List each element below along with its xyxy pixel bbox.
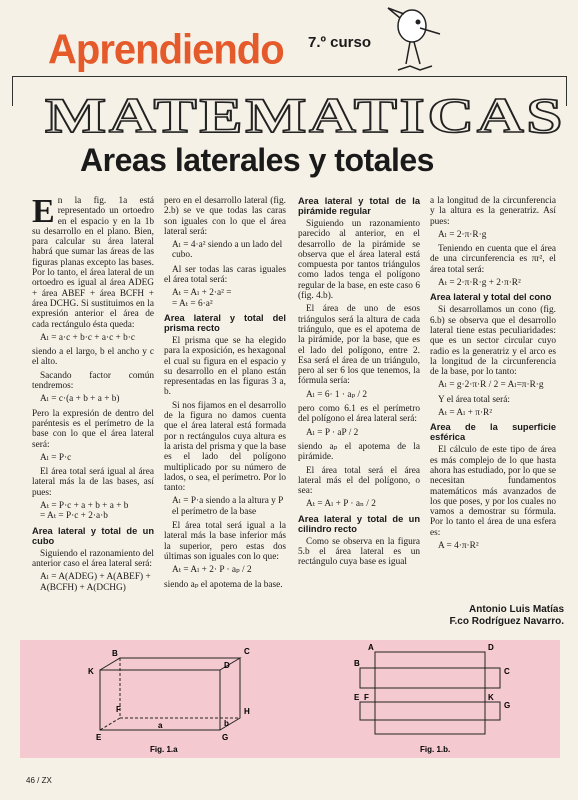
equation: Aₗ = c·(a + b + a + b): [40, 394, 120, 405]
paragraph: El área total será igual al área lateral más la de las bases, así pues:: [32, 467, 154, 498]
paragraph: Teniendo en cuenta que el área de una circunferencia es πr², el área total será:: [430, 244, 556, 275]
paragraph: pero en el desarrollo lateral (fig. 2.b) se ve que todas las caras son iguales con lo que el área lateral será:: [164, 196, 286, 237]
equation: Aₗ = 4·a² siendo a un lado del cubo.: [172, 240, 283, 261]
section-heading: Area lateral y total de un cilindro recto: [298, 513, 420, 534]
drop-cap: E: [32, 193, 55, 230]
subject-text: MATEMATICAS: [45, 92, 565, 138]
author-credit: [414, 604, 564, 628]
equation: Aₜ = P·c + a + b + a + b = Aₜ = P·c + 2·a·b: [40, 501, 129, 522]
equation: Aₗ = 6· 1 · aₚ / 2: [306, 389, 368, 400]
equation: Aₗ = A(ADEG) + A(ABEF) + A(BCFH) + A(DCHG): [40, 572, 151, 593]
vertex-label: D: [224, 661, 230, 670]
vertex-label: B: [112, 649, 118, 658]
paragraph: Y el área total será:: [438, 394, 510, 405]
subject-title: [40, 92, 570, 138]
vertex-label: E: [354, 693, 360, 702]
vertex-label: K: [488, 693, 494, 702]
paragraph: El área total será el área lateral más el del polígono, o sea:: [298, 465, 420, 497]
brand-title: Aprendiendo: [48, 26, 284, 74]
paragraph: Siguiendo un razonamiento parecido al anterior, en el desarrollo de la pirámide se observa que el área lateral está compuesta por tantos triángulos como lados tenga el polígono regular de la base, en este caso 6 (fig. 4.b).: [298, 219, 420, 302]
author-line: F.co Rodríguez Navarro.: [449, 616, 564, 627]
column-3: [298, 196, 420, 571]
author-line: Antonio Luis Matías: [469, 604, 564, 615]
equation: Aₜ = Aₗ + 2·a² = = Aₜ = 6·a²: [172, 288, 232, 309]
paragraph: pero como 6.1 es el perímetro del polígono el área lateral será:: [298, 404, 420, 425]
vertex-label: K: [88, 667, 94, 676]
paragraph: Si desarrollamos un cono (fig. 6.b) se observa que el desarrollo lateral tiene estas peculiaridades: que es un sector circular cuyo radio es la generatriz y el arco es la longitud de la circunferencia de la base, por lo tanto:: [430, 305, 556, 378]
article-title: Areas laterales y totales: [80, 142, 434, 178]
paragraph: siendo a el largo, b el ancho y c el alto.: [32, 347, 154, 368]
vertex-label: F: [364, 693, 369, 702]
paragraph: El cálculo de este tipo de área es más complejo de lo que hasta ahora has estudiado, por lo que se necesitan fundamentos matemáticos más avanzados de los que poses, y por los cuales no vamos a demostrar su fórmula. Por lo tanto el área de una esfera es:: [430, 445, 556, 538]
vertex-label: F: [116, 705, 121, 714]
section-heading: Area lateral y total de un cubo: [32, 525, 154, 546]
section-heading: Area de la superficie esférica: [430, 422, 556, 443]
column-4: [430, 196, 556, 555]
figure-caption: Fig. 1.b.: [420, 745, 451, 754]
vertex-label: A: [368, 643, 374, 652]
edge-label: a: [158, 721, 163, 730]
equation: Aₗ = g·2·π·R / 2 = Aₗ=π·R·g: [438, 380, 544, 391]
vertex-label: E: [96, 733, 102, 742]
vertex-label: D: [488, 643, 494, 652]
paragraph: a la longitud de la circunferencia y la altura es la generatriz. Así pues:: [430, 196, 556, 227]
paragraph: siendo aₚ el apotema de la pirámide.: [298, 441, 420, 463]
equation: Aₜ = Aₗ + 2· P · aₚ / 2: [172, 565, 252, 576]
page-footer: 46 / ZX: [26, 776, 52, 785]
paragraph: El prisma que se ha elegido para la exposición, es hexagonal el cual su figura en el espacio y su desarrollo en el plano están representadas en las figuras 3 a, b.: [164, 335, 286, 398]
paragraph: El área total será igual a la lateral más la base inferior más la superior, pero estas dos últimas son iguales con lo que:: [164, 521, 286, 562]
frame-rule-left: [12, 76, 13, 106]
equation: A = 4·π·R²: [438, 541, 479, 552]
paragraph: siendo aₚ el apotema de la base.: [164, 579, 283, 590]
section-heading: Area lateral y total de la pirámide regular: [298, 196, 420, 216]
header-rule: [12, 76, 566, 77]
paragraph: Si nos fijamos en el desarrollo de la figura no damos cuenta que el área lateral está formada por n rectángulos cuya altura es la arista del prisma y que la base es el lado del polígono multiplicado por su número de lados, o sea, el perímetro. Por lo tanto:: [164, 400, 286, 494]
vertex-label: G: [504, 701, 511, 710]
vertex-label: H: [244, 707, 250, 716]
section-heading: Area lateral y total del prisma recto: [164, 312, 286, 333]
section-heading: Area lateral y total del cono: [430, 292, 552, 303]
vertex-label: C: [504, 667, 510, 676]
figures-drawing: [20, 640, 560, 758]
paragraph: Al ser todas las caras iguales el área total será:: [164, 264, 286, 286]
equation: Aₗ = 2·π·R·g: [438, 229, 487, 240]
figure-panel: [20, 640, 560, 758]
edge-label: b: [224, 719, 229, 728]
paragraph: Siguiendo el razonamiento del anterior caso el área lateral será:: [32, 548, 154, 569]
equation: Aₗ = P·a siendo a la altura y P el perímetro de la base: [172, 496, 283, 517]
cartoon-mascot-icon: [380, 4, 450, 78]
paragraph: El área de uno de esos triángulos será la altura de cada triángulo, que es el apotema de la pirámide, por la base, que es el lado del polígono, entre 2. Esa será el área de un triángulo, pero al ser 6 los que tenemos, la fórmula sería:: [298, 304, 420, 387]
vertex-label: B: [354, 659, 360, 668]
paragraph: n la fig. 1a está representado un ortoedro en el espacio y en la 1b su desarrollo en el plano. Bien, para calcular su área lateral habrá que sumar las áreas de las figuras planas excepto las bases. Por lo tanto, el área lateral de un ortoedro es igual al área ADEG + área ABEF + área BCFH + área DCHG. Si sustituimos en la expresión anterior el área de cada rectángulo ésta queda:: [32, 196, 154, 330]
paragraph: Como se observa en la figura 5.b el área lateral es un rectángulo cuya base es igual: [298, 536, 420, 568]
equation: Aₗ = P·c: [40, 452, 72, 463]
equation: Aₜ = Aₗ + π·R²: [438, 408, 493, 419]
equation: Aₜ = Aₗ + P · aₙ / 2: [306, 499, 376, 510]
paragraph: Pero la expresión de dentro del paréntesis es el perímetro de la base con lo que el área lateral será:: [32, 408, 154, 450]
equation: Aₗ = a·c + b·c + a·c + b·c: [40, 332, 135, 343]
vertex-label: C: [244, 647, 250, 656]
paragraph: Sacando factor común tendremos:: [32, 370, 154, 392]
course-label: 7.º curso: [308, 34, 372, 51]
vertex-label: G: [222, 733, 229, 742]
column-2: [164, 196, 286, 593]
equation: Aₜ = 2·π·R·g + 2·π·R²: [438, 278, 521, 289]
equation: Aₗ = P · aP / 2: [306, 427, 359, 438]
column-1: [32, 193, 154, 597]
figure-caption: Fig. 1.a: [150, 745, 178, 754]
